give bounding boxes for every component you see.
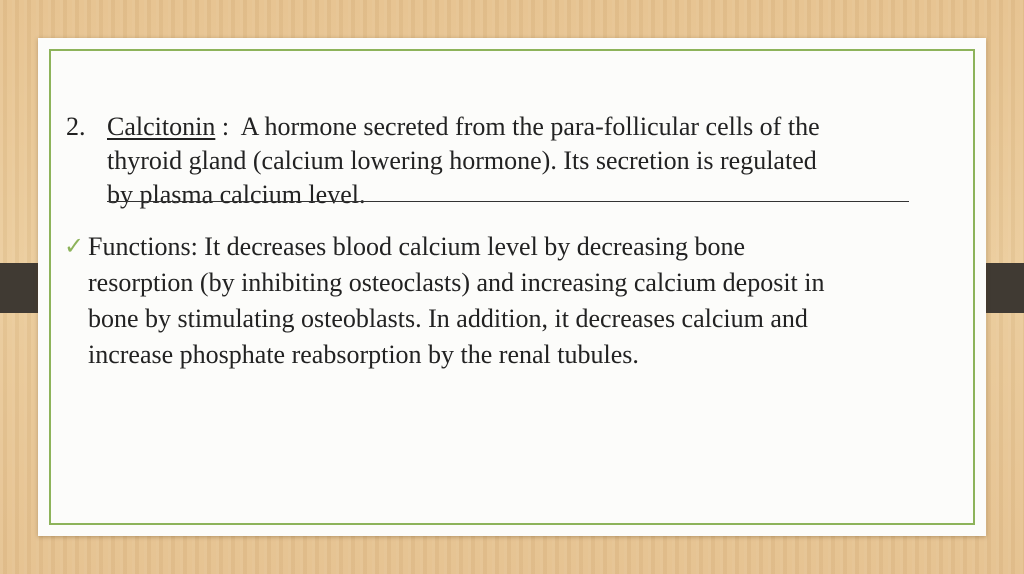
term-separator: : [215, 112, 241, 141]
definition-line-3: by plasma calcium level. [107, 180, 366, 209]
calcitonin-definition [107, 110, 927, 212]
check-icon: ✓ [64, 232, 85, 260]
definition-line-1 [107, 110, 927, 144]
functions-line-2: resorption (by inhibiting osteoclasts) and increasing calcium deposit in [88, 268, 825, 297]
definition-line-2: thyroid gland (calcium lowering hormone). Its secretion is regulated [107, 146, 817, 175]
functions-line-4: increase phosphate reabsorption by the renal tubules. [88, 340, 639, 369]
functions-line-3: bone by stimulating osteoblasts. In addition, it decreases calcium and [88, 304, 808, 333]
functions-paragraph [88, 229, 918, 373]
list-item-number: 2. [66, 112, 86, 141]
horizontal-rule [107, 201, 909, 202]
definition-line-1-text: A hormone secreted from the para-follicular cells of the [240, 112, 820, 141]
functions-line-1: Functions: It decreases blood calcium level by decreasing bone [88, 232, 746, 261]
term-calcitonin: Calcitonin [107, 112, 216, 141]
